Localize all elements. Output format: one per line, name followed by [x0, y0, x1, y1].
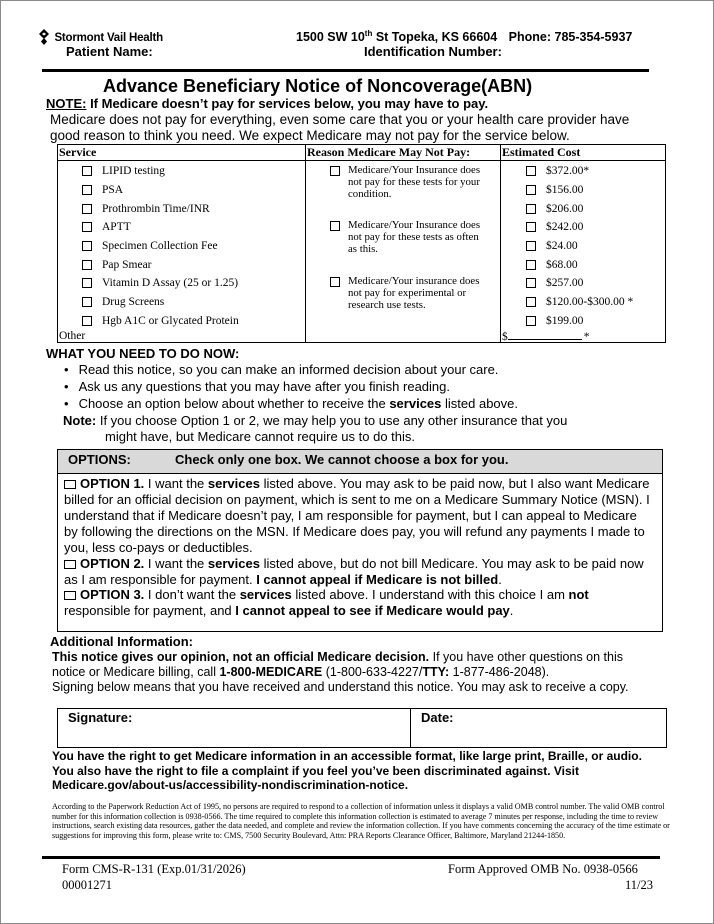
service-label: LIPID testing	[102, 165, 165, 177]
other-label: Other	[59, 330, 86, 342]
service-label: APTT	[102, 221, 131, 233]
cost-row-5: $24.00	[526, 240, 578, 252]
table-col-divider-2	[500, 144, 501, 343]
options-header-label: OPTIONS:	[68, 452, 131, 467]
other-service-line[interactable]	[89, 342, 295, 343]
identification-number-label: Identification Number:	[364, 44, 502, 59]
option-1: OPTION 1. I want the services listed above. You may ask to be paid now, but I also want Medicare billed for an official decision on payment, which is sent to me on a Medicare Summary Notice (MSN). I understand that if Medicare doesn’t pay, I am responsible for payment, but I can appeal to Medicare by following the directions on the MSN. If Medicare does pay, you will refund any payments I made to you, less co-pays or deductibles.	[64, 476, 650, 555]
cost-row-8: $120.00-$300.00 *	[526, 296, 633, 308]
service-checkbox-lipid[interactable]	[82, 166, 92, 176]
cost-checkbox-4[interactable]	[526, 222, 536, 232]
cost-checkbox-1[interactable]	[526, 166, 536, 176]
logo-text: Stormont Vail Health	[54, 31, 163, 44]
signature-field[interactable]	[58, 726, 408, 746]
service-checkbox-pap[interactable]	[82, 260, 92, 270]
additional-info-line-2: notice or Medicare billing, call 1-800-MEDICARE (1-800-633-4227/TTY: 1-877-486-2048).	[52, 665, 550, 679]
option-3-checkbox[interactable]	[64, 591, 76, 600]
col-header-reason: Reason Medicare May Not Pay:	[307, 145, 471, 159]
reason-checkbox-2[interactable]	[330, 221, 340, 231]
additional-info-heading: Additional Information:	[50, 634, 193, 649]
service-row-aptt	[82, 221, 131, 233]
bullet-item: • Read this notice, so you can make an informed decision about your care.	[64, 362, 498, 377]
paperwork-reduction-notice: According to the Paperwork Reduction Act of 1995, no persons are required to respond to a collection of information unless it displays a valid OMB control number. The valid OMB control number for this information collection is 0938-0566. The time required to complete this information collection is estimated to average 7 minutes per response, including the time to review instructions, search existing data resources, gather the data needed, and complete and review the information collection. If you have comments concerning the accuracy of the time estimate or suggestions for improving this form, please write to: CMS, 7500 Security Boulevard, Attn: PRA Reports Clearance Officer, Baltimore, Maryland 21244-1850.	[52, 802, 670, 841]
service-checkbox-psa[interactable]	[82, 185, 92, 195]
header-divider	[42, 69, 649, 72]
cost-row-9: $199.00	[526, 315, 583, 327]
other-service	[59, 330, 85, 342]
service-row-drug-screens	[82, 296, 164, 308]
signature-label: Signature:	[68, 710, 133, 725]
stormont-vail-logo-icon	[38, 29, 50, 46]
service-row-psa	[82, 184, 123, 196]
option-3: OPTION 3. I don’t want the services listed above. I understand with this choice I am not responsible for payment, and I cannot appeal to see if Medicare would pay.	[64, 587, 589, 618]
clinic-address: 1500 SW 10th St Topeka, KS 66604 Phone: 785-354-5937	[296, 29, 633, 45]
service-row-lipid	[82, 165, 165, 177]
clinic-phone: Phone: 785-354-5937	[508, 30, 633, 45]
additional-info-line-1: This notice gives our opinion, not an official Medicare decision. If you have other questions on this	[52, 650, 624, 664]
service-label: Hgb A1C or Glycated Protein	[102, 315, 239, 327]
service-label: Pap Smear	[102, 259, 152, 271]
additional-info-line-3: Signing below means that you have received and understand this notice. You may ask to receive a copy.	[52, 680, 629, 694]
patient-name-label: Patient Name:	[66, 44, 153, 59]
cost-row-1: $372.00*	[526, 165, 589, 177]
service-label: Drug Screens	[102, 296, 165, 308]
cost-checkbox-5[interactable]	[526, 241, 536, 251]
service-checkbox-drug-screens[interactable]	[82, 297, 92, 307]
reason-row-2: Medicare/Your Insurance does not pay for these tests as often as this.	[330, 219, 490, 255]
other-cost: $ *	[502, 328, 590, 343]
note-body-line-1: Medicare does not pay for everything, even some care that you or your health care provider have	[50, 112, 630, 127]
service-row-hgb	[82, 315, 239, 327]
service-label: Specimen Collection Fee	[102, 240, 218, 252]
date-label: Date:	[421, 710, 454, 725]
service-checkbox-vitamin-d[interactable]	[82, 278, 92, 288]
service-checkbox-aptt[interactable]	[82, 222, 92, 232]
service-row-vitamin-d	[82, 277, 238, 289]
signature-divider	[410, 708, 411, 748]
what-to-do-heading: WHAT YOU NEED TO DO NOW:	[46, 346, 240, 361]
note-body-line-2: good reason to think you need. We expect Medicare may not pay for the service below.	[50, 128, 570, 143]
reason-checkbox-1[interactable]	[330, 166, 340, 176]
cost-checkbox-2[interactable]	[526, 185, 536, 195]
document-id: 00001271	[62, 878, 112, 892]
reason-checkbox-3[interactable]	[330, 277, 340, 287]
cost-checkbox-9[interactable]	[526, 316, 536, 326]
date-field[interactable]	[412, 726, 664, 746]
service-checkbox-hgb[interactable]	[82, 316, 92, 326]
other-cost-field[interactable]	[508, 328, 582, 340]
option-1-checkbox[interactable]	[64, 480, 76, 489]
form-number: Form CMS-R-131 (Exp.01/31/2026)	[62, 862, 246, 876]
service-checkbox-pt-inr[interactable]	[82, 204, 92, 214]
option-2: OPTION 2. I want the services listed above, but do not bill Medicare. You may ask to be paid now as I am responsible for payment. I cannot appeal if Medicare is not billed.	[64, 556, 644, 587]
service-row-pap	[82, 259, 152, 271]
col-header-cost: Estimated Cost	[502, 145, 581, 159]
what-to-do-note-line-2: might have, but Medicare cannot require us to do this.	[105, 429, 416, 444]
bullet-item: • Ask us any questions that you may have after you finish reading.	[64, 379, 450, 394]
what-to-do-note: Note: If you choose Option 1 or 2, we may help you to use any other insurance that you	[63, 413, 568, 428]
bullet-item: • Choose an option below about whether to receive the services listed above.	[64, 396, 518, 411]
service-row-specimen	[82, 240, 218, 252]
cost-checkbox-3[interactable]	[526, 204, 536, 214]
col-header-service: Service	[59, 145, 97, 159]
note-line: NOTE: If Medicare doesn’t pay for services below, you may have to pay.	[46, 96, 489, 111]
table-col-divider-1	[305, 144, 306, 343]
service-label: PSA	[102, 184, 124, 196]
form-version: 11/23	[625, 878, 654, 892]
cost-row-7: $257.00	[526, 277, 583, 289]
service-label: Vitamin D Assay (25 or 1.25)	[102, 277, 239, 289]
service-row-pt-inr	[82, 203, 210, 215]
reason-row-3: Medicare/Your insurance does not pay for experimental or research use tests.	[330, 275, 490, 311]
rights-statement: You have the right to get Medicare information in an accessible format, like large print, Braille, or audio. You also have the right to file a complaint if you feel you’ve been discriminated against. Visit Medicare.gov/about-us/accessibility-nondiscrimination-notice.	[52, 749, 642, 792]
cost-row-3: $206.00	[526, 203, 583, 215]
omb-approval: Form Approved OMB No. 0938-0566	[448, 862, 638, 876]
footer-divider	[42, 856, 660, 859]
option-2-checkbox[interactable]	[64, 560, 76, 569]
cost-row-4: $242.00	[526, 221, 583, 233]
cost-checkbox-6[interactable]	[526, 260, 536, 270]
service-checkbox-specimen[interactable]	[82, 241, 92, 251]
service-label: Prothrombin Time/INR	[102, 203, 210, 215]
table-header-divider	[57, 160, 666, 161]
logo	[38, 29, 163, 45]
cost-row-2: $156.00	[526, 184, 583, 196]
form-title: Advance Beneficiary Notice of Noncoverage(ABN)	[103, 76, 533, 96]
options-header-text: Check only one box. We cannot choose a box for you.	[175, 452, 509, 467]
cost-row-6: $68.00	[526, 259, 578, 271]
reason-row-1: Medicare/Your Insurance does not pay for these tests for your condition.	[330, 164, 490, 200]
cost-checkbox-8[interactable]	[526, 297, 536, 307]
cost-checkbox-7[interactable]	[526, 278, 536, 288]
note-label: NOTE:	[46, 96, 87, 111]
